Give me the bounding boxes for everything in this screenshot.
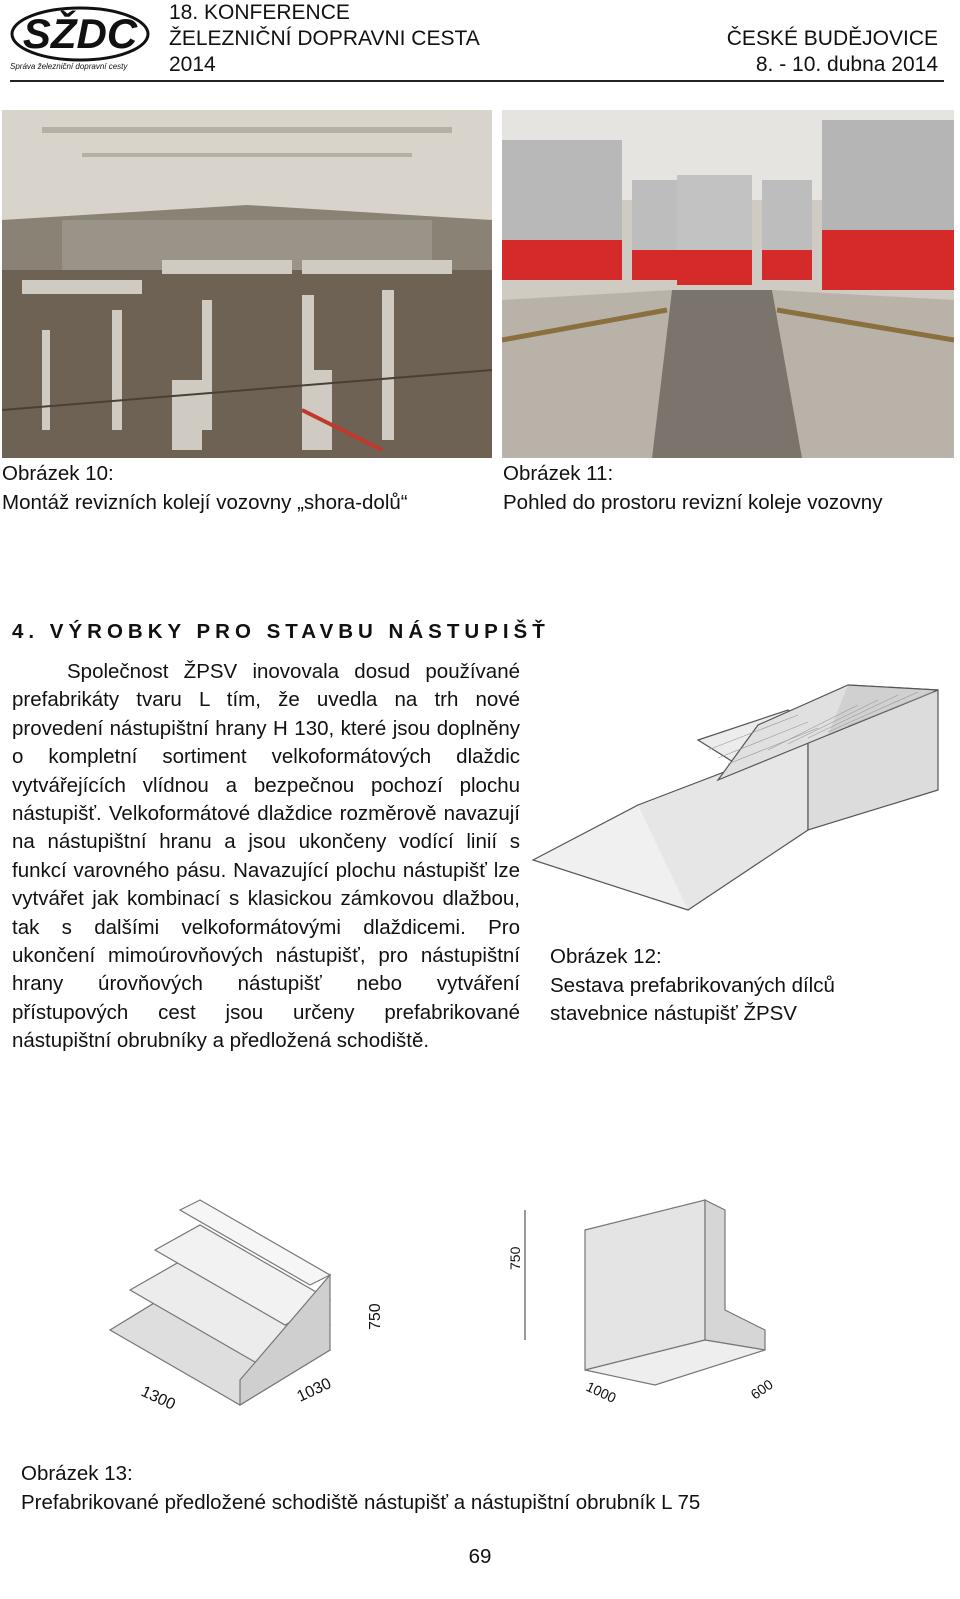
figure-12-label: Obrázek 12: xyxy=(550,945,662,968)
photo-inspection-pit xyxy=(502,110,954,458)
dim-1300: 1300 xyxy=(138,1383,178,1414)
dim-750-curb: 750 xyxy=(507,1246,523,1270)
svg-text:SŽDC: SŽDC xyxy=(22,10,138,57)
logo-tagline: Správa železniční dopravní cesty xyxy=(10,62,128,71)
figure-12-text-2: stavebnice nástupišť ŽPSV xyxy=(550,1002,797,1025)
dim-1030: 1030 xyxy=(294,1375,334,1406)
figure-11-caption xyxy=(503,460,943,517)
platform-assembly-drawing xyxy=(528,680,948,920)
szdc-logo-mark xyxy=(10,4,150,62)
figure-13-label: Obrázek 13: xyxy=(21,1462,133,1485)
figure-11-label: Obrázek 11: xyxy=(503,462,614,485)
conference-venue xyxy=(727,26,938,78)
figure-10-caption xyxy=(2,460,492,517)
venue-dates: 8. - 10. dubna 2014 xyxy=(755,53,938,76)
szdc-logo xyxy=(10,4,150,76)
conference-number: 18. KONFERENCE xyxy=(169,1,350,24)
conference-year: 2014 xyxy=(169,53,216,76)
section-paragraph xyxy=(12,658,520,1056)
section-paragraph-text: Společnost ŽPSV inovovala dosud používané prefabrikáty tvaru L tím, že uvedla na trh nové provedení nástupištní hrany H 130, které jsou doplněny o kompletní sortiment velkoformátových dlaždic vytvářejících vlídnou a bezpečnou pochozí plochu nástupišť. Velkoformátové dlaždice rozměrově navazují na nástupištní hranu a jsou ukončeny vodící linií s funkcí varovného pásu. Navazující plochu nástupišť lze vytvářet jak kombinací s klasickou zámkovou dlažbou, tak s dalšími velkoformátovými dlaždicemi. Pro ukončení mimoúrovňových nástupišť, pro nástupištní hrany úrovňových nástupišť nebo vytváření přístupových cest jsou určeny prefabrikované nástupištní obrubníky a předložená schodiště. xyxy=(12,660,520,1053)
dim-600: 600 xyxy=(747,1375,776,1403)
photo-track-assembly xyxy=(2,110,492,458)
dim-750-stairs: 750 xyxy=(367,1303,384,1330)
dim-1000: 1000 xyxy=(583,1378,619,1406)
figure-10-text: Montáž revizních kolejí vozovny „shora-dolů“ xyxy=(2,490,408,514)
figure-12-text-1: Sestava prefabrikovaných dílců xyxy=(550,973,835,997)
section-heading: 4. VÝROBKY PRO STAVBU NÁSTUPIŠŤ xyxy=(12,620,550,643)
conference-name: ŽELEZNIČNÍ DOPRAVNI CESTA xyxy=(169,27,480,50)
venue-city: ČESKÉ BUDĚJOVICE xyxy=(726,27,938,50)
header-rule xyxy=(10,80,944,82)
stairs-drawing xyxy=(100,1180,460,1420)
page-number: 69 xyxy=(468,1545,492,1568)
curb-drawing xyxy=(505,1190,835,1430)
figure-13-text: Prefabrikované předložené schodiště nástupišť a nástupištní obrubník L 75 xyxy=(21,1490,701,1514)
figure-10-label: Obrázek 10: xyxy=(2,462,114,485)
conference-title xyxy=(169,0,480,78)
figure-11-text: Pohled do prostoru revizní koleje vozovny xyxy=(503,490,883,514)
figure-12-caption xyxy=(550,943,950,1029)
figure-13-caption xyxy=(21,1460,941,1517)
